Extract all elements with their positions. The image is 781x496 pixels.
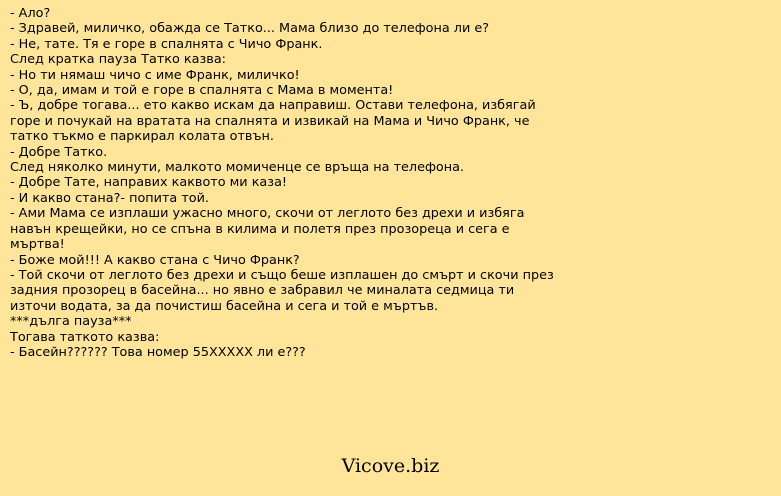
joke-line: татко тъкмо е паркирал колата отвън. bbox=[10, 129, 274, 145]
joke-line: След кратка пауза Татко казва: bbox=[10, 52, 226, 68]
joke-line: мъртва! bbox=[10, 237, 65, 253]
joke-line: горе и почукай на вратата на спалнята и извикай на Мама и Чичо Франк, че bbox=[10, 113, 530, 129]
joke-line: - Не, тате. Тя е горе в спалнята с Чичо Франк. bbox=[10, 36, 323, 52]
joke-line: - О, да, имам и той е горе в спалнята с Мама в момента! bbox=[10, 83, 394, 99]
joke-line: - Добре Тате, направих каквото ми каза! bbox=[10, 175, 288, 191]
joke-line: - Ами Мама се изплаши ужасно много, скочи от леглото без дрехи и избяга bbox=[10, 206, 525, 222]
joke-line: навън крещейки, но се спъна в килима и полетя през прозореца и сега е bbox=[10, 221, 510, 237]
joke-line: - Но ти нямаш чичо с име Франк, миличко! bbox=[10, 67, 300, 83]
joke-line: След няколко минути, малкото момиченце се връща на телефона. bbox=[10, 160, 464, 176]
joke-line: задния прозорец в басейна... но явно е забравил че миналата седмица ти bbox=[10, 283, 515, 299]
joke-line: - Добре Татко. bbox=[10, 144, 108, 160]
joke-line: Тогава таткото казва: bbox=[10, 329, 160, 345]
joke-line: ***дълга пауза*** bbox=[10, 314, 132, 330]
joke-line: източи водата, за да почистиш басейна и сега и той е мъртъв. bbox=[10, 298, 439, 314]
joke-line: - Ало? bbox=[10, 6, 51, 21]
joke-line: - Ъ, добре тогава... ето какво искам да направиш. Остави телефона, избягай bbox=[10, 98, 536, 114]
joke-line: - Басейн?????? Това номер 55XXXXX ли е??? bbox=[10, 344, 306, 360]
joke-line: - Здравей, миличко, обажда се Татко... Мама близо до телефона ли е? bbox=[10, 21, 489, 37]
joke-line: - Боже мой!!! А какво стана с Чичо Франк? bbox=[10, 252, 300, 268]
joke-line: - Той скочи от леглото без дрехи и също беше изплашен до смърт и скочи през bbox=[10, 267, 554, 283]
joke-text bbox=[10, 6, 650, 360]
site-watermark: Vicove.biz bbox=[341, 455, 440, 477]
joke-line: - И какво стана?- попита той. bbox=[10, 190, 209, 206]
